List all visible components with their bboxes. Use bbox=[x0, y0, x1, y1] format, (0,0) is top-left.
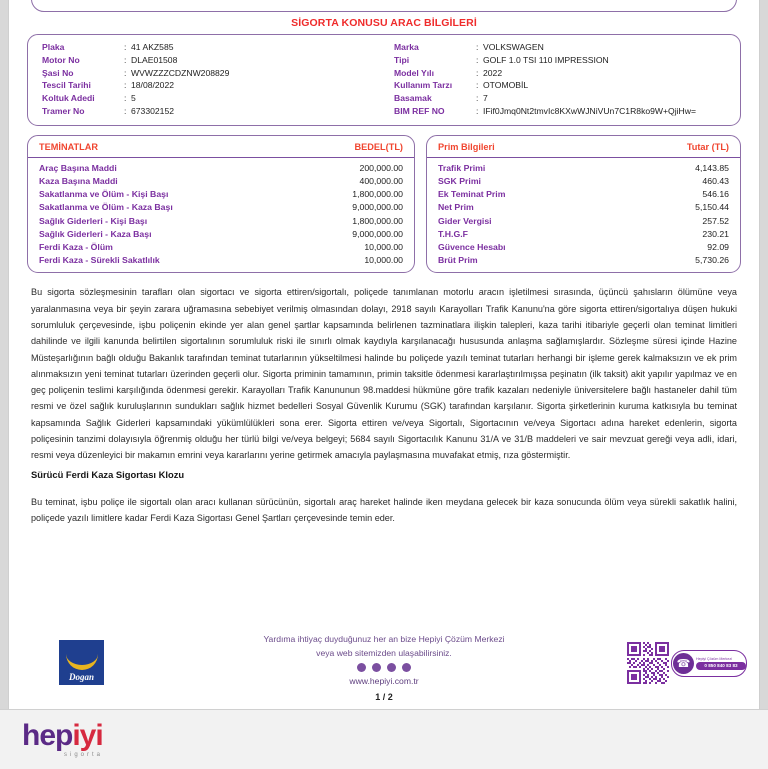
premium-table-header bbox=[427, 136, 740, 158]
coverage-amount: 9,000,000.00 bbox=[352, 202, 403, 213]
twitter-icon[interactable] bbox=[372, 663, 381, 672]
field-colon: : bbox=[124, 54, 127, 65]
dogan-logo-text: Dogan bbox=[68, 672, 94, 682]
field-label: Motor No bbox=[42, 54, 80, 65]
column-header-premium: Prim Bilgileri bbox=[438, 141, 495, 152]
premium-amount: 4,143.85 bbox=[695, 162, 729, 173]
table-row bbox=[438, 254, 729, 267]
page-footer bbox=[9, 628, 759, 706]
premium-amount: 230.21 bbox=[702, 228, 729, 239]
field-colon: : bbox=[476, 80, 479, 91]
help-text-line-1: Yardıma ihtiyaç duyduğunuz her an bize Hepiyi Çözüm Merkezi bbox=[263, 634, 505, 644]
vehicle-info-row bbox=[42, 41, 388, 54]
previous-section-box-clipped bbox=[31, 0, 737, 12]
vehicle-info-row bbox=[394, 79, 740, 92]
premium-label: Güvence Hesabı bbox=[438, 242, 506, 252]
vehicle-info-right-column bbox=[388, 41, 740, 118]
field-colon: : bbox=[476, 105, 479, 116]
coverage-table bbox=[27, 135, 415, 274]
table-row bbox=[438, 188, 729, 201]
column-header-total: Tutar (TL) bbox=[686, 141, 729, 152]
coverage-amount: 1,800,000.00 bbox=[352, 189, 403, 200]
vehicle-info-row bbox=[42, 79, 388, 92]
field-colon: : bbox=[476, 42, 479, 52]
premium-label: T.H.G.F bbox=[438, 228, 468, 239]
hepiyi-logo-subtitle: sigorta bbox=[64, 752, 104, 758]
qr-and-phone-block bbox=[627, 642, 747, 684]
field-value: OTOMOBİL bbox=[483, 80, 529, 91]
field-value: 5 bbox=[131, 93, 136, 104]
table-row bbox=[438, 241, 729, 254]
field-value: 673302152 bbox=[131, 105, 175, 116]
table-row bbox=[438, 175, 729, 188]
field-label: Basamak bbox=[394, 93, 432, 104]
field-colon: : bbox=[476, 93, 479, 104]
tables-row bbox=[27, 135, 741, 274]
coverage-label: Sakatlanma ve Ölüm - Kişi Başı bbox=[39, 189, 169, 200]
premium-label: Ek Teminat Prim bbox=[438, 189, 506, 200]
field-value: GOLF 1.0 TSI 110 IMPRESSION bbox=[483, 54, 609, 65]
column-header-amount: BEDEL(TL) bbox=[354, 141, 403, 152]
brand-strip bbox=[0, 709, 768, 769]
page-title: SİGORTA KONUSU ARAC BİLGİLERİ bbox=[291, 17, 477, 29]
table-row bbox=[39, 162, 403, 175]
coverage-amount: 9,000,000.00 bbox=[352, 228, 403, 239]
qr-code-icon[interactable] bbox=[627, 642, 669, 684]
column-header-coverage: TEMİNATLAR bbox=[39, 141, 99, 152]
vehicle-info-box bbox=[27, 34, 741, 126]
vehicle-info-row bbox=[42, 67, 388, 80]
field-label: Model Yılı bbox=[394, 67, 434, 78]
field-label: Şasi No bbox=[42, 67, 74, 78]
field-label: Plaka bbox=[42, 42, 65, 52]
field-label: Marka bbox=[394, 42, 419, 52]
coverage-table-body bbox=[28, 158, 414, 273]
vehicle-info-row bbox=[394, 67, 740, 80]
premium-label: SGK Primi bbox=[438, 175, 481, 186]
field-colon: : bbox=[124, 80, 127, 91]
coverage-label: Kaza Başına Maddi bbox=[39, 175, 118, 186]
premium-label: Trafik Primi bbox=[438, 162, 486, 173]
policy-terms-paragraph: Bu sigorta sözleşmesinin tarafları olan sigortacı ve sigorta ettiren/sigortalı, poliçede tanımlanan motorlu aracın işletilmesi sırasında, üçüncü şahısların ölümüne veya yaralanmasına veya bir şeyin zarara uğramasına sebebiyet verilmiş olmasından dolayı, 2918 sayılı Karayolları Trafik Kanunu'na göre sigorta ettiren/sigortalıya düşen hukuki sorumluluk çerçevesinde, işbu poliçenin ekinde yer alan genel şartlar kapsamında belirlenen tazminatlara ilişkin talepleri, kaza tarihi itibariyle geçerli olan teminat limitleri dahilinde ve ilgili kanunda belirtilen sigortalının sorumluluk riski ile sınırlı olmak kaydıyla karşılanacağı hususunda anlaşma sağlamışlardır. Sözleşme süresi içinde Hazine Müsteşarlığının bağlı olduğu Bakanlık tarafından teminat tutarlarının yükseltilmesi halinde bu poliçede yazılı teminat tutarları herhangi bir işleme gerek kalmaksızın ve ek prim alınmaksızın yeni teminat tutarları üzerinden geçerli olur. Sigorta priminin tamamının, primin taksitle ödenmesi kararlaştırılmışsa peşinatın (ilk taksit) akit yapılır yapılmaz ve en geç poliçenin teslimi karşılığında ödenmesi gerekir. Karayolları Trafik Kanununun 98.maddesi hükmüne göre trafik kazaları nedeniyle üniversitelere bağlı hastaneler dahil tüm resmi ve özel sağlık kuruluşlarının sundukları sağlık hizmet bedelleri Sosyal Güvenlik Kurumu (SGK) tarafından karşılanır. Sigorta şirketlerinin kuruma katkısıyla bu teminat kapsamında Sağlık Giderleri kapsamındaki yükümlülükleri sona erer. Sigorta ettiren ve/veya Sigortalı, Sigortacının ve/veya Sigortacı adına hareket edenlerin, sigorta poliçesinin tanzimi dolayısıyla öğrenmiş olduğu her türlü bilgi ve/veya belgeyi; 5684 sayılı Sigortacılık Kanunu 31/A ve 31/B maddeleri ve sair mevzuat gereği veya adli, idari, resmi veya düzenleyici bir makamın emrini veya kararlarını yerine getirmek amacıyla paylaşmasına muvafakat etmiş, rıza göstermiştir. bbox=[31, 287, 737, 461]
phone-icon: ☎ bbox=[673, 653, 694, 674]
field-colon: : bbox=[124, 93, 127, 104]
premium-label: Net Prim bbox=[438, 202, 474, 213]
phone-badge-text bbox=[694, 657, 746, 670]
field-value: VOLKSWAGEN bbox=[483, 42, 544, 52]
coverage-amount: 400,000.00 bbox=[359, 175, 403, 186]
coverage-label: Araç Başına Maddi bbox=[39, 162, 117, 173]
table-row bbox=[39, 201, 403, 214]
table-row bbox=[39, 241, 403, 254]
coverage-amount: 10,000.00 bbox=[364, 255, 403, 266]
vehicle-info-row bbox=[394, 41, 740, 54]
field-value: 18/08/2022 bbox=[131, 80, 175, 91]
phone-badge-number: 0 850 840 83 83 bbox=[696, 662, 746, 670]
coverage-label: Sağlık Giderleri - Kişi Başı bbox=[39, 215, 148, 226]
vehicle-info-row bbox=[42, 54, 388, 67]
table-row bbox=[438, 162, 729, 175]
facebook-icon[interactable] bbox=[357, 663, 366, 672]
field-value: 41 AKZ585 bbox=[131, 42, 174, 52]
premium-table bbox=[426, 135, 741, 274]
field-label: Tramer No bbox=[42, 105, 85, 116]
field-label: BIM REF NO bbox=[394, 105, 445, 116]
premium-amount: 5,150.44 bbox=[695, 202, 729, 213]
field-colon: : bbox=[124, 105, 127, 116]
vehicle-info-row bbox=[394, 92, 740, 105]
table-row bbox=[39, 188, 403, 201]
field-label: Tipi bbox=[394, 54, 410, 65]
field-value: WVWZZZCDZNW208829 bbox=[131, 67, 230, 78]
field-label: Tescil Tarihi bbox=[42, 80, 91, 91]
hepiyi-logo-text bbox=[22, 721, 103, 751]
clause-heading: Sürücü Ferdi Kaza Sigortası Klozu bbox=[31, 468, 185, 480]
field-colon: : bbox=[476, 67, 479, 78]
coverage-table-header bbox=[28, 136, 414, 158]
vehicle-info-row bbox=[42, 92, 388, 105]
vehicle-info-row bbox=[394, 54, 740, 67]
vehicle-info-row bbox=[394, 105, 740, 118]
policy-page bbox=[8, 0, 760, 709]
premium-amount: 460.43 bbox=[702, 175, 729, 186]
premium-amount: 5,730.26 bbox=[695, 255, 729, 266]
coverage-label: Sağlık Giderleri - Kaza Başı bbox=[39, 228, 152, 239]
field-value: DLAE01508 bbox=[131, 54, 178, 65]
field-value: IFif0Jmq0Nt2tmvIc8KXwWJNiVUn7C1R8ko9W+QjiHw= bbox=[483, 105, 696, 116]
linkedin-icon[interactable] bbox=[402, 663, 411, 672]
coverage-amount: 200,000.00 bbox=[359, 162, 403, 173]
coverage-label: Ferdi Kaza - Ölüm bbox=[39, 242, 113, 252]
website-link[interactable]: www.hepiyi.com.tr bbox=[349, 676, 419, 686]
field-colon: : bbox=[476, 54, 479, 65]
coverage-amount: 10,000.00 bbox=[364, 242, 403, 252]
field-colon: : bbox=[124, 67, 127, 78]
table-row bbox=[39, 215, 403, 228]
table-row bbox=[438, 215, 729, 228]
logo-text-part-2: iyi bbox=[72, 719, 103, 752]
premium-amount: 257.52 bbox=[702, 215, 729, 226]
coverage-label: Ferdi Kaza - Sürekli Sakatlılık bbox=[39, 255, 160, 266]
instagram-icon[interactable] bbox=[387, 663, 396, 672]
table-row bbox=[438, 201, 729, 214]
table-row bbox=[39, 175, 403, 188]
help-text-line-2: veya web sitemizden ulaşabilirsiniz. bbox=[316, 648, 452, 658]
clause-paragraph: Bu teminat, işbu poliçe ile sigortalı olan aracı kullanan sürücünün, sigortalı araç hareket halinde iken meydana gelecek bir kaza sonucunda ölüm veya sürekli sakatlık halini, poliçede yazılı limitlere kadar Ferdi Kaza Sigortası Genel Şartları çerçevesinde temin eder. bbox=[31, 496, 737, 523]
field-value: 2022 bbox=[483, 67, 503, 78]
hepiyi-logo bbox=[22, 721, 103, 758]
logo-text-part-1: hep bbox=[22, 719, 73, 752]
premium-label: Gider Vergisi bbox=[438, 215, 492, 226]
field-colon: : bbox=[124, 42, 127, 52]
vehicle-info-left-column bbox=[28, 41, 388, 118]
vehicle-info-row bbox=[42, 105, 388, 118]
premium-amount: 92.09 bbox=[707, 242, 729, 252]
table-row bbox=[39, 228, 403, 241]
coverage-label: Sakatlanma ve Ölüm - Kaza Başı bbox=[39, 202, 173, 213]
premium-label: Brüt Prim bbox=[438, 255, 478, 266]
phone-badge-label: Hepiyi Çözüm Merkezi bbox=[696, 656, 732, 661]
premium-table-body bbox=[427, 158, 740, 273]
phone-badge[interactable] bbox=[671, 650, 747, 677]
table-row bbox=[438, 228, 729, 241]
coverage-amount: 1,800,000.00 bbox=[352, 215, 403, 226]
premium-amount: 546.16 bbox=[702, 189, 729, 200]
table-row bbox=[39, 254, 403, 267]
field-label: Kullanım Tarzı bbox=[394, 80, 453, 91]
page-number: 1 / 2 bbox=[375, 692, 393, 702]
field-value: 7 bbox=[483, 93, 488, 104]
field-label: Koltuk Adedi bbox=[42, 93, 95, 104]
